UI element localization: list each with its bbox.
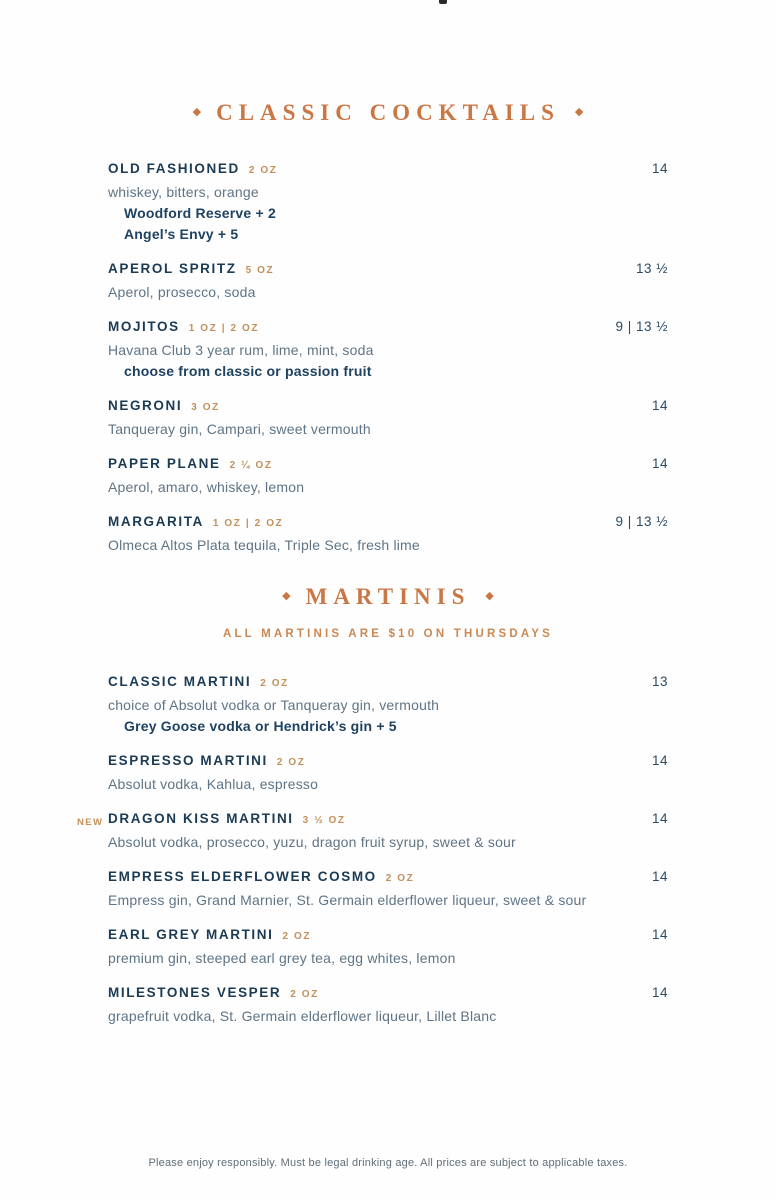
item-name: APEROL SPRITZ bbox=[108, 261, 237, 276]
menu-item bbox=[108, 983, 668, 1027]
menu-item bbox=[108, 751, 668, 795]
martinis-subtitle: ALL MARTINIS ARE $10 ON THURSDAYS bbox=[222, 628, 554, 640]
diamond-icon: ◆ bbox=[485, 589, 494, 602]
item-size: 1 OZ | 2 OZ bbox=[212, 518, 284, 529]
item-name: MILESTONES VESPER bbox=[108, 985, 282, 1000]
item-size: 2 OZ bbox=[385, 873, 415, 884]
item-name: EARL GREY MARTINI bbox=[108, 927, 274, 942]
item-price: 13 ½ bbox=[635, 261, 668, 276]
item-size: 5 OZ bbox=[245, 265, 275, 276]
item-description: Empress gin, Grand Marnier, St. Germain elderflower liqueur, sweet & sour bbox=[108, 892, 587, 908]
item-name: OLD FASHIONED bbox=[108, 161, 240, 176]
item-price: 14 bbox=[651, 985, 668, 1000]
item-size: 2 OZ bbox=[290, 989, 319, 1000]
item-description: choice of Absolut vodka or Tanqueray gin, vermouth bbox=[108, 697, 440, 713]
item-price: 14 bbox=[651, 869, 668, 884]
item-name: NEGRONI bbox=[108, 398, 183, 413]
item-size: 2 OZ bbox=[260, 678, 289, 689]
menu-item bbox=[108, 159, 668, 245]
item-upsell: choose from classic or passion fruit bbox=[124, 363, 372, 379]
menu-item bbox=[108, 867, 668, 911]
item-size: 2 OZ bbox=[248, 165, 278, 176]
item-price: 14 bbox=[651, 811, 668, 826]
footer-disclaimer: Please enjoy responsibly. Must be legal drinking age. All prices are subject to applicable taxes. bbox=[148, 1157, 628, 1169]
item-price: 14 bbox=[651, 753, 668, 768]
item-name: DRAGON KISS MARTINI bbox=[108, 811, 294, 826]
item-size: 1 OZ | 2 OZ bbox=[188, 323, 260, 334]
item-price: 9 | 13 ½ bbox=[615, 319, 668, 334]
section-classic-cocktails bbox=[108, 100, 668, 556]
item-price: 13 bbox=[651, 674, 668, 689]
section-martinis bbox=[77, 584, 668, 1027]
item-upsell: Woodford Reserve + 2 bbox=[124, 205, 276, 221]
section-header bbox=[108, 584, 668, 610]
new-badge: NEW bbox=[77, 817, 104, 828]
item-size: 3 ½ OZ bbox=[302, 815, 346, 826]
cropped-logo-mark bbox=[439, 0, 447, 4]
item-name: CLASSIC MARTINI bbox=[108, 674, 252, 689]
item-size: 2 OZ bbox=[282, 931, 312, 942]
item-description: whiskey, bitters, orange bbox=[108, 184, 259, 200]
menu-item bbox=[77, 809, 668, 853]
item-description: grapefruit vodka, St. Germain elderflower liqueur, Lillet Blanc bbox=[108, 1008, 497, 1024]
item-name: PAPER PLANE bbox=[108, 456, 221, 471]
menu-item bbox=[108, 396, 668, 440]
section-header bbox=[108, 100, 668, 126]
menu-item bbox=[108, 672, 668, 737]
item-price: 14 bbox=[651, 927, 668, 942]
item-description: premium gin, steeped earl grey tea, egg whites, lemon bbox=[108, 950, 456, 966]
item-name: EMPRESS ELDERFLOWER COSMO bbox=[108, 869, 377, 884]
item-description: Olmeca Altos Plata tequila, Triple Sec, fresh lime bbox=[108, 537, 420, 553]
item-description: Absolut vodka, Kahlua, espresso bbox=[108, 776, 319, 792]
item-name: ESPRESSO MARTINI bbox=[108, 753, 268, 768]
item-size: 3 OZ bbox=[191, 402, 220, 413]
item-price: 14 bbox=[651, 398, 668, 413]
diamond-icon: ◆ bbox=[192, 105, 202, 118]
diamond-icon: ◆ bbox=[282, 589, 291, 602]
diamond-icon: ◆ bbox=[574, 105, 584, 118]
item-price: 14 bbox=[651, 161, 668, 176]
item-size: 2 ¼ OZ bbox=[229, 460, 273, 471]
item-size: 2 OZ bbox=[276, 757, 306, 768]
section-title: MARTINIS bbox=[305, 584, 471, 609]
item-description: Absolut vodka, prosecco, yuzu, dragon fruit syrup, sweet & sour bbox=[108, 834, 516, 850]
item-name: MOJITOS bbox=[108, 319, 180, 334]
menu-item bbox=[108, 317, 668, 382]
menu-item bbox=[108, 259, 668, 303]
item-description: Tanqueray gin, Campari, sweet vermouth bbox=[108, 421, 371, 437]
menu-item bbox=[108, 512, 668, 556]
item-upsell: Angel’s Envy + 5 bbox=[124, 226, 239, 242]
item-price: 14 bbox=[651, 456, 668, 471]
item-description: Havana Club 3 year rum, lime, mint, soda bbox=[108, 342, 374, 358]
menu-item bbox=[108, 925, 668, 969]
item-description: Aperol, amaro, whiskey, lemon bbox=[108, 479, 305, 495]
section-title: CLASSIC COCKTAILS bbox=[216, 100, 560, 125]
item-upsell: Grey Goose vodka or Hendrick’s gin + 5 bbox=[124, 718, 397, 734]
item-price: 9 | 13 ½ bbox=[615, 514, 668, 529]
item-name: MARGARITA bbox=[108, 514, 204, 529]
menu-item bbox=[108, 454, 668, 498]
item-description: Aperol, prosecco, soda bbox=[108, 284, 256, 300]
